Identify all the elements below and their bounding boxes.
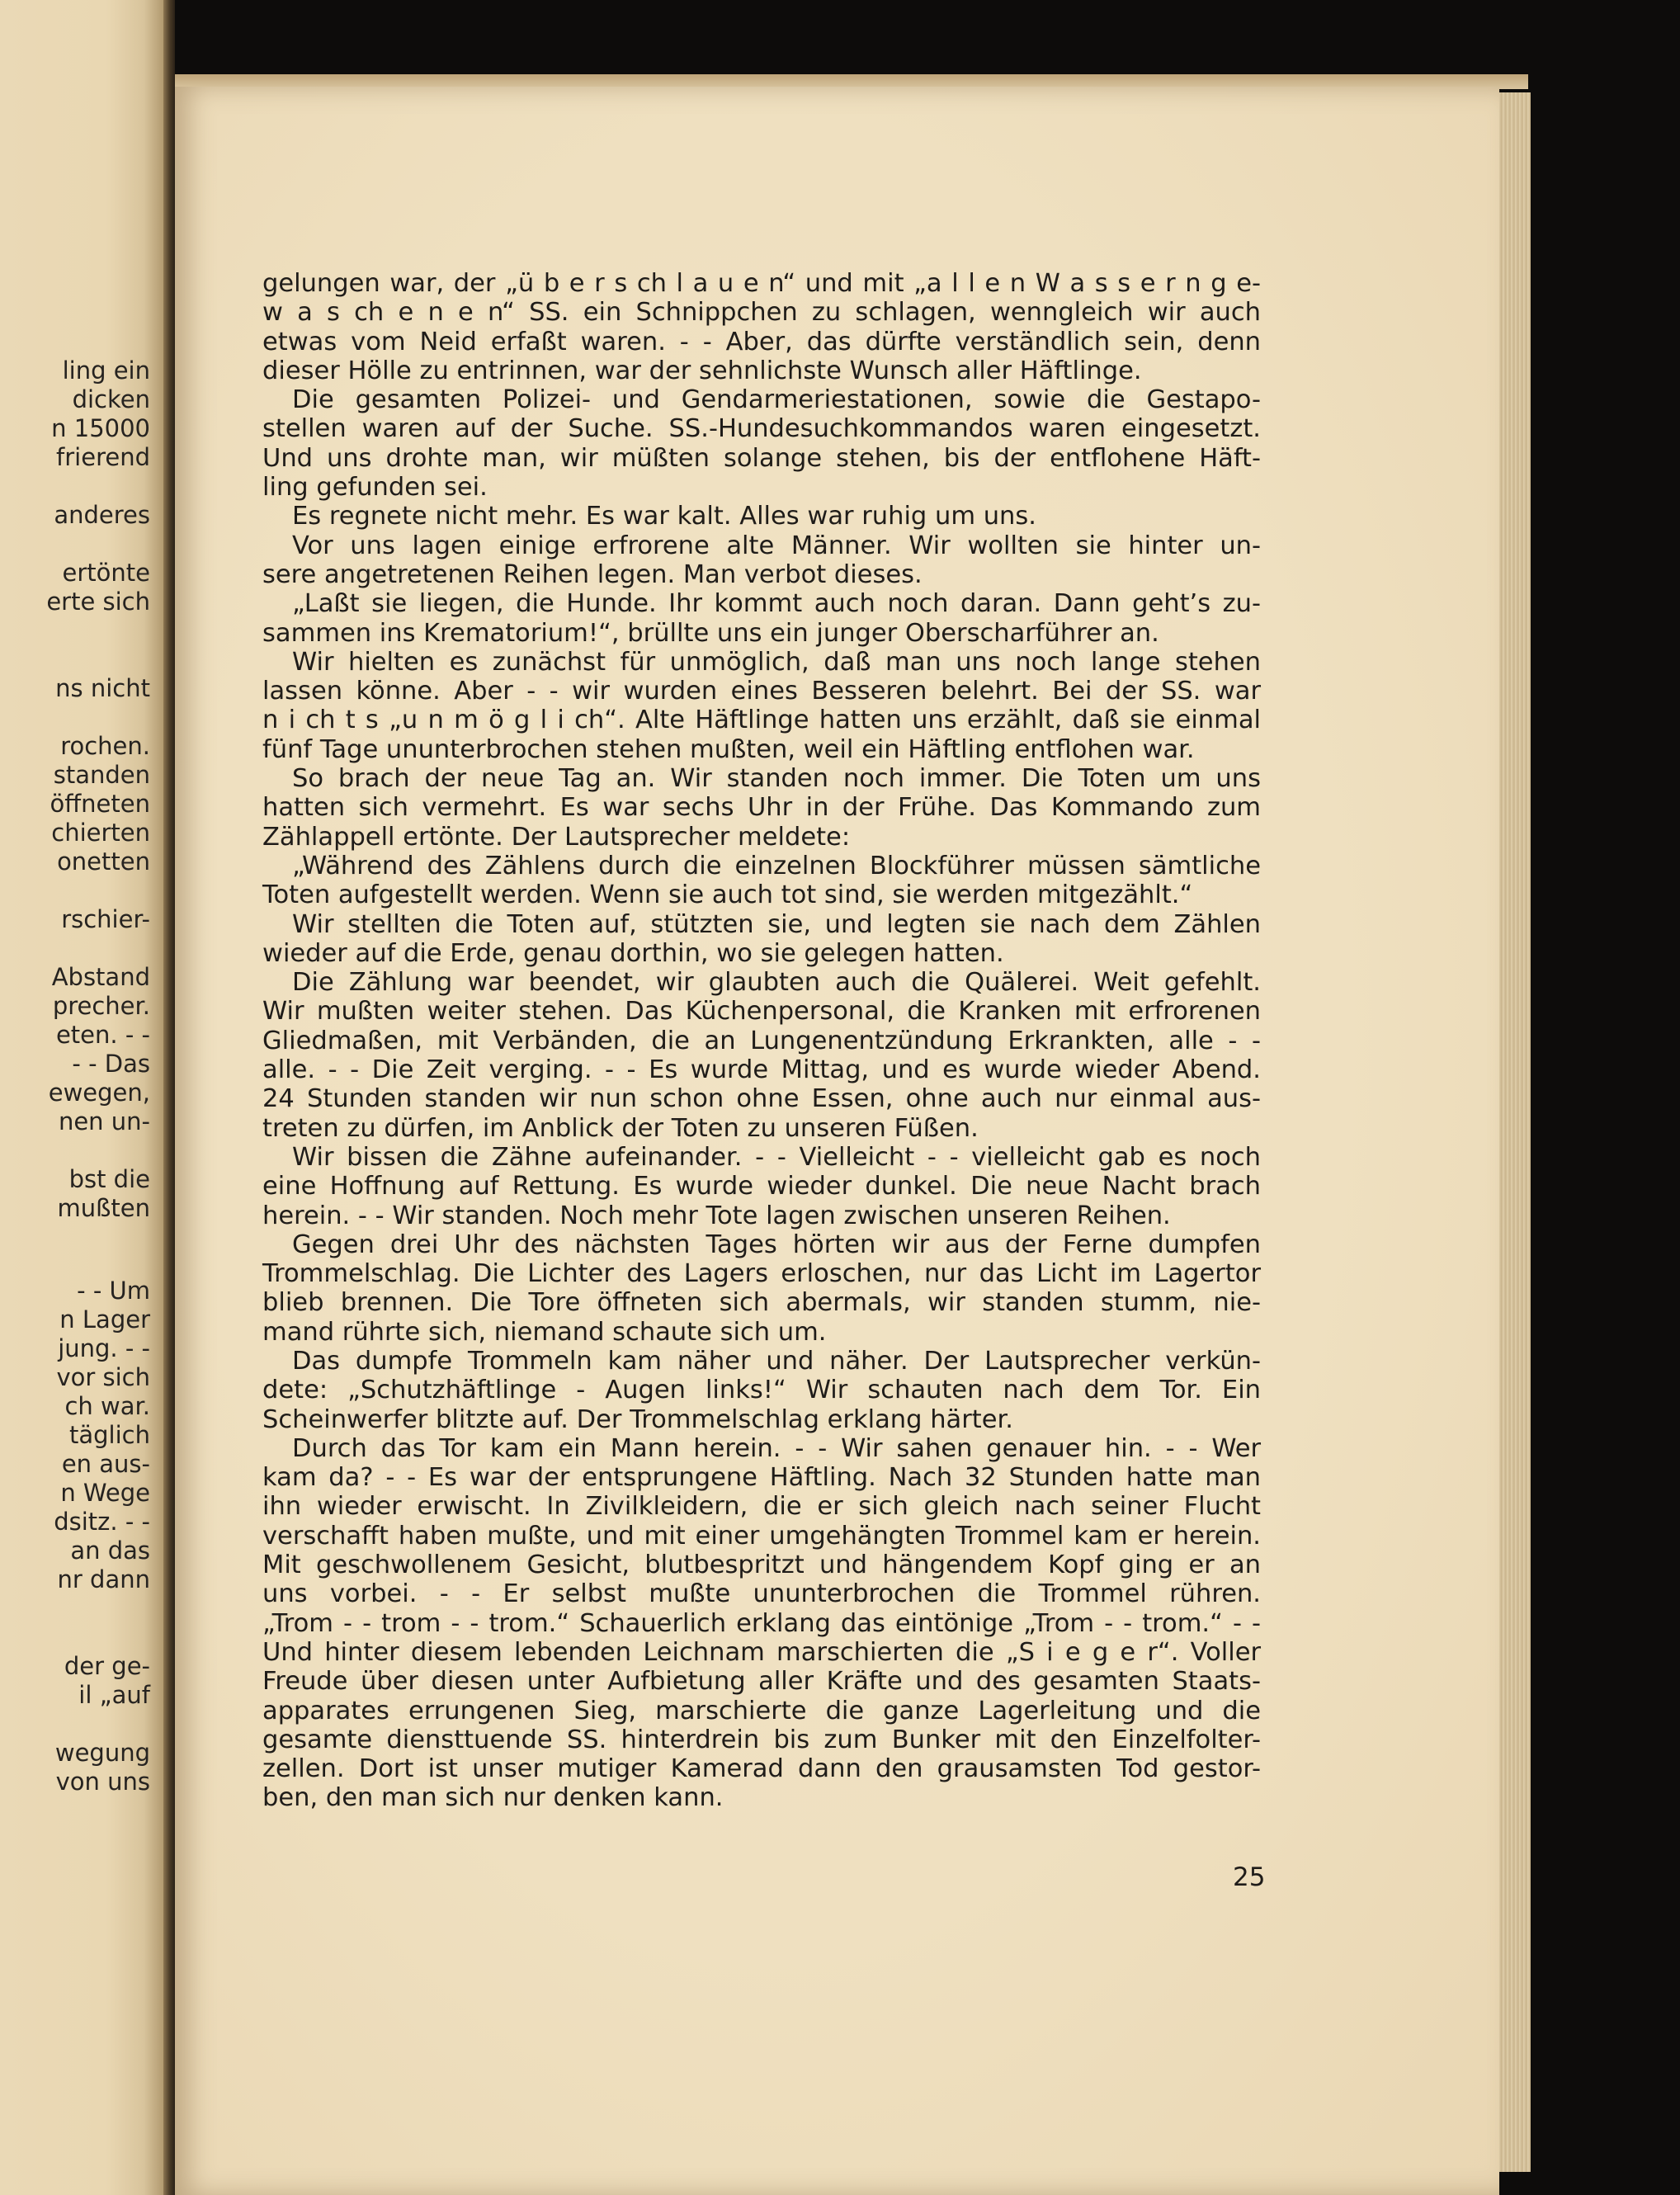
left-page-line: nr dann: [57, 1565, 150, 1593]
text-line: ben, den man sich nur denken kann.: [262, 1783, 724, 1813]
text-line: Scheinwerfer blitzte auf. Der Trommelschlag erklang härter.: [262, 1404, 1013, 1434]
text-line: ling gefunden sei.: [262, 473, 488, 503]
text-line: 24 Stunden standen wir nun schon ohne Essen, ohne auch nur einmal aus-: [262, 1084, 1261, 1114]
left-page-line: vor sich: [56, 1363, 150, 1391]
text-line: Und hinter diesem lebenden Leichnam marschierten die „S i e g e r“. Voller: [262, 1637, 1261, 1667]
left-page-line: Abstand: [51, 963, 150, 991]
text-line: dieser Hölle zu entrinnen, war der sehnlichste Wunsch aller Häftlinge.: [262, 356, 1142, 385]
text-line: „Während des Zählens durch die einzelnen Blockführer müssen sämtliche: [292, 851, 1261, 880]
left-page-line: nen un-: [58, 1107, 150, 1135]
text-line: hatten sich vermehrt. Es war sechs Uhr in der Frühe. Das Kommando zum: [262, 793, 1261, 823]
text-line: sammen ins Krematorium!“, brüllte uns ein junger Oberscharführer an.: [262, 618, 1159, 648]
text-line: mand rührte sich, niemand schaute sich um.: [262, 1317, 827, 1347]
text-line: Wir hielten es zunächst für unmöglich, daß man uns noch lange stehen: [292, 647, 1261, 677]
text-line: Mit geschwollenem Gesicht, blutbespritzt und hängendem Kopf ging er an: [262, 1551, 1261, 1580]
text-line: „Trom - - trom - - trom.“ Schauerlich erklang das eintönige „Trom - - trom.“ - -: [262, 1608, 1261, 1638]
text-line: n i ch t s „u n m ö g l i ch“. Alte Häftlinge hatten uns erzählt, daß sie einmal: [262, 706, 1261, 735]
left-page-line: eten. - -: [55, 1021, 150, 1049]
text-line: lassen könne. Aber - - wir wurden eines Besseren belehrt. Bei der SS. war: [262, 677, 1261, 706]
page-number: 25: [1233, 1862, 1266, 1892]
left-page-line: rochen.: [60, 732, 150, 760]
left-page-line: - - Um: [77, 1277, 150, 1305]
left-page-line: mußten: [57, 1194, 150, 1222]
text-line: ihn wieder erwischt. In Zivilkleidern, die er sich gleich nach seiner Flucht: [262, 1492, 1261, 1522]
left-page-line: chierten: [51, 819, 150, 847]
left-page-line: ch war.: [64, 1392, 150, 1420]
text-line: „Laßt sie liegen, die Hunde. Ihr kommt auch noch daran. Dann geht’s zu-: [292, 589, 1261, 619]
text-line: Gegen drei Uhr des nächsten Tages hörten wir aus der Ferne dumpfen: [292, 1230, 1261, 1259]
text-line: gelungen war, der „ü b e r s ch l a u e n“ und mit „a l l e n W a s s e r n g e-: [262, 269, 1261, 298]
text-line: uns vorbei. - - Er selbst mußte ununterbrochen die Trommel rühren.: [262, 1579, 1261, 1609]
left-page-line: bst die: [68, 1165, 150, 1193]
left-page-line: onetten: [57, 847, 150, 876]
text-line: wieder auf die Erde, genau dorthin, wo sie gelegen hatten.: [262, 938, 1004, 968]
left-page-line: standen: [53, 761, 150, 789]
left-page-line: il „auf: [78, 1681, 150, 1709]
left-page-line: dsitz. - -: [54, 1508, 150, 1536]
text-line: eine Hoffnung auf Rettung. Es wurde wieder dunkel. Die neue Nacht brach: [262, 1172, 1261, 1201]
text-line: w a s ch e n e n“ SS. ein Schnippchen zu schlagen, wenngleich wir auch: [262, 298, 1261, 328]
left-page-line: n Lager: [59, 1305, 150, 1334]
text-line: Freude über diesen unter Aufbietung aller Kräfte und des gesamten Staats-: [262, 1667, 1261, 1697]
text-line: verschafft haben mußte, und mit einer umgehängten Trommel kam er herein.: [262, 1521, 1261, 1551]
text-line: Wir mußten weiter stehen. Das Küchenpersonal, die Kranken mit erfrorenen: [262, 997, 1261, 1027]
text-line: So brach der neue Tag an. Wir standen noch immer. Die Toten um uns: [292, 764, 1261, 794]
left-page-line: jung. - -: [58, 1334, 150, 1362]
book-gutter: [163, 0, 175, 2195]
text-line: alle. - - Die Zeit verging. - - Es wurde Mittag, und es wurde wieder Abend.: [262, 1055, 1261, 1085]
left-page: [0, 0, 163, 2195]
text-line: stellen waren auf der Suche. SS.-Hundesuchkommandos waren eingesetzt.: [262, 414, 1261, 444]
text-line: Vor uns lagen einige erfrorene alte Männer. Wir wollten sie hinter un-: [292, 531, 1261, 560]
text-line: Zählappell ertönte. Der Lautsprecher meldete:: [262, 822, 851, 852]
text-line: zellen. Dort ist unser mutiger Kamerad dann den grausamsten Tod gestor-: [262, 1754, 1261, 1784]
left-page-line: - - Das: [72, 1050, 150, 1078]
left-page-line: ling ein: [62, 356, 150, 385]
page-stack-edges: [1499, 92, 1531, 2172]
text-line: dete: „Schutzhäftlinge - Augen links!“ Wir schauten nach dem Tor. Ein: [262, 1376, 1261, 1405]
text-line: Es regnete nicht mehr. Es war kalt. Alles war ruhig um uns.: [292, 502, 1036, 531]
left-page-line: öffneten: [50, 790, 150, 818]
text-line: Und uns drohte man, wir müßten solange stehen, bis der entflohene Häft-: [262, 443, 1261, 473]
text-line: Wir stellten die Toten auf, stützten sie, und legten sie nach dem Zählen: [292, 909, 1261, 939]
left-page-line: en aus-: [61, 1450, 150, 1478]
text-line: kam da? - - Es war der entsprungene Häftling. Nach 32 Stunden hatte man: [262, 1463, 1261, 1493]
left-page-line: anderes: [54, 501, 150, 529]
left-page-line: ertönte: [62, 559, 150, 587]
left-page-line: der ge-: [64, 1652, 150, 1680]
left-page-line: n 15000: [51, 414, 150, 442]
text-line: Toten aufgestellt werden. Wenn sie auch tot sind, sie werden mitgezählt.“: [262, 880, 1193, 910]
body-text: [262, 269, 1261, 1813]
left-page-line: wegung: [54, 1739, 150, 1767]
left-page-text: [0, 0, 163, 2195]
left-page-line: dicken: [72, 385, 150, 413]
text-line: Das dumpfe Trommeln kam näher und näher. Der Lautsprecher verkün-: [292, 1346, 1261, 1376]
text-line: gesamte diensttuende SS. hinterdrein bis zum Bunker mit den Einzelfolter-: [262, 1725, 1261, 1754]
text-line: fünf Tage ununterbrochen stehen mußten, weil ein Häftling entflohen war.: [262, 734, 1195, 764]
text-line: sere angetretenen Reihen legen. Man verbot dieses.: [262, 559, 923, 589]
text-line: Die gesamten Polizei- und Gendarmeriestationen, sowie die Gestapo-: [292, 385, 1261, 415]
text-line: Trommelschlag. Die Lichter des Lagers erloschen, nur das Licht im Lagertor: [262, 1259, 1261, 1289]
left-page-line: täglich: [69, 1421, 150, 1449]
left-page-line: erte sich: [46, 588, 150, 616]
text-line: etwas vom Neid erfaßt waren. - - Aber, das dürfte verständlich sein, denn: [262, 327, 1261, 356]
text-line: Wir bissen die Zähne aufeinander. - - Vielleicht - - vielleicht gab es noch: [292, 1142, 1261, 1172]
left-page-line: frierend: [56, 443, 150, 471]
left-page-line: ewegen,: [48, 1079, 150, 1107]
text-line: Gliedmaßen, mit Verbänden, die an Lungenentzündung Erkrankten, alle - -: [262, 1026, 1261, 1055]
left-page-line: precher.: [52, 992, 150, 1020]
left-page-line: ns nicht: [55, 674, 150, 702]
text-line: Die Zählung war beendet, wir glaubten auch die Quälerei. Weit gefehlt.: [292, 968, 1261, 998]
left-page-line: von uns: [55, 1768, 150, 1796]
text-line: herein. - - Wir standen. Noch mehr Tote lagen zwischen unseren Reihen.: [262, 1201, 1171, 1230]
left-page-line: n Wege: [60, 1479, 150, 1507]
left-page-line: rschier-: [61, 905, 150, 933]
text-line: apparates errungenen Sieg, marschierte die ganze Lagerleitung und die: [262, 1696, 1261, 1725]
text-line: Durch das Tor kam ein Mann herein. - - Wir sahen genauer hin. - - Wer: [292, 1433, 1261, 1463]
left-page-line: an das: [70, 1536, 150, 1565]
text-line: blieb brennen. Die Tore öffneten sich abermals, wir standen stumm, nie-: [262, 1288, 1261, 1318]
text-line: treten zu dürfen, im Anblick der Toten zu unseren Füßen.: [262, 1113, 979, 1143]
